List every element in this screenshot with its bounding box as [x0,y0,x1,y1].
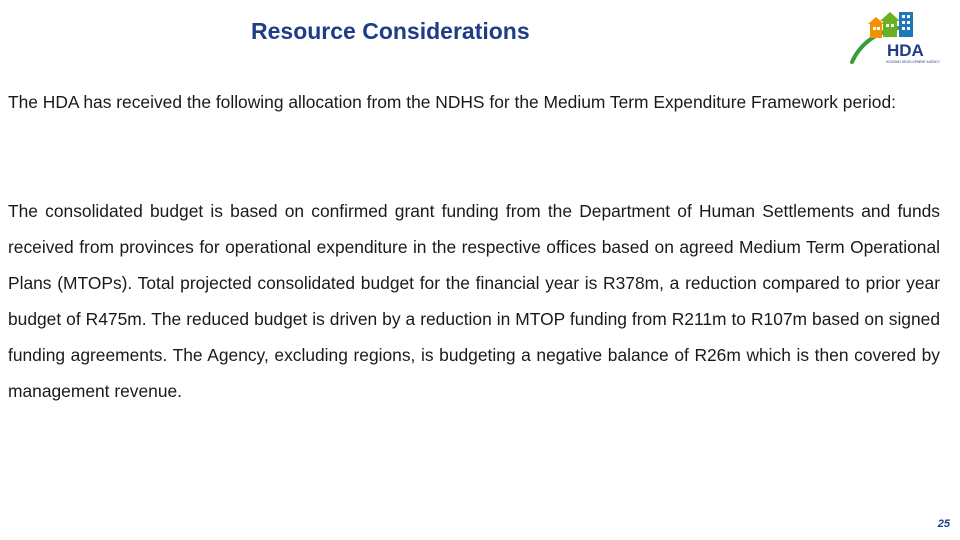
hda-logo-graphic [846,8,940,66]
paragraph-budget: The consolidated budget is based on confirmed grant funding from the Department of Human Settlements and funds received from provinces for operational expenditure in the respective offices based on agreed Medium Term Operational Plans (MTOPs). Total projected consolidated budget for the financial year is R378m, a reduction compared to prior year budget of R475m. The reduced budget is driven by a reduction in MTOP funding from R211m to R107m based on signed funding agreements. The Agency, excluding regions, is budgeting a negative balance of R26m which is then covered by management revenue. [8,201,940,401]
logo-text: HDA [887,41,924,60]
hda-logo [846,8,940,66]
slide-title: Resource Considerations [251,18,530,44]
logo-tagline: HOUSING DEVELOPMENT AGENCY [886,60,940,64]
page-number: 25 [937,518,950,530]
logo-orange-house [870,24,882,38]
paragraph-allocation: The HDA has received the following allocation from the NDHS for the Medium Term Expenditure Framework period: [8,92,896,112]
logo-blue-building [899,12,913,37]
logo-green-roof [880,12,900,21]
logo-green-house [883,21,897,37]
